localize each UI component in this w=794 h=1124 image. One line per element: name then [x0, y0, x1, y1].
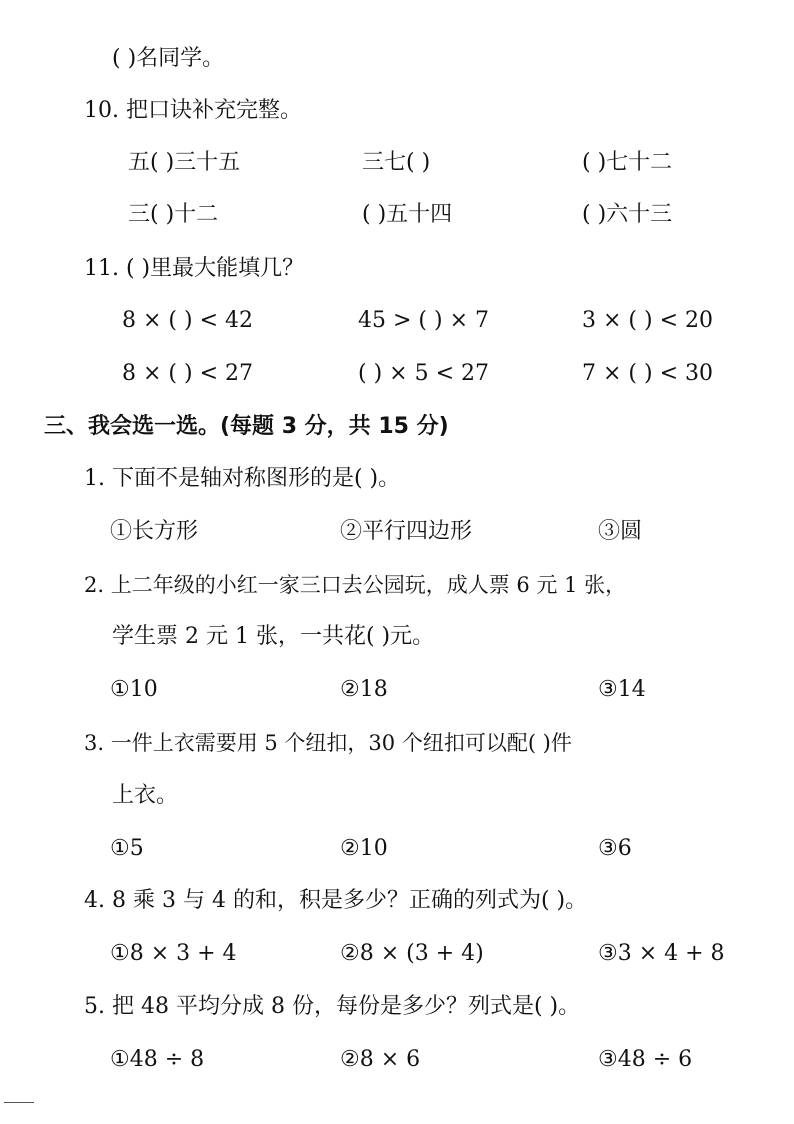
q10-blank-2-1: 三( )十二 — [128, 202, 219, 227]
s3-q2-option-2: ②18 — [340, 677, 388, 702]
s3-q1-option-2: ②平行四边形 — [340, 519, 473, 544]
s3-q1-option-3: ③圆 — [598, 519, 643, 544]
q11-blank-1-2: 45 > ( ) × 7 — [358, 308, 489, 333]
s3-q2-option-3: ③14 — [598, 677, 646, 702]
s3-q5-option-2: ②8 × 6 — [340, 1047, 421, 1072]
q10-blank-1-2: 三七( ) — [362, 150, 431, 175]
s3-q5-option-1: ①48 ÷ 8 — [110, 1047, 205, 1072]
s3-q1-text: 1. 下面不是轴对称图形的是( )。 — [84, 466, 401, 491]
s3-q4-option-2: ②8 × (3 + 4) — [340, 941, 484, 966]
s3-q4-option-3: ③3 × 4 + 8 — [598, 941, 725, 966]
s3-q5-option-3: ③48 ÷ 6 — [598, 1047, 693, 1072]
s3-q4-option-1: ①8 × 3 + 4 — [110, 941, 237, 966]
s3-q5-text: 5. 把 48 平均分成 8 份，每份是多少？列式是( )。 — [84, 994, 581, 1019]
q10-blank-2-2: ( )五十四 — [362, 202, 453, 227]
s3-q2-text-line1: 2. 上二年级的小红一家三口去公园玩，成人票 6 元 1 张， — [84, 573, 627, 597]
q10-blank-1-1: 五( )三十五 — [128, 150, 241, 175]
footer-rule — [4, 1102, 34, 1103]
s3-q4-text: 4. 8 乘 3 与 4 的和，积是多少？正确的列式为( )。 — [84, 888, 588, 913]
q11-blank-2-3: 7 × ( ) < 30 — [582, 361, 713, 386]
q9-tail: ( )名同学。 — [112, 46, 225, 71]
s3-q3-text-line2: 上衣。 — [112, 783, 179, 808]
q11-title: 11. ( )里最大能填几？ — [84, 256, 305, 281]
q11-blank-1-3: 3 × ( ) < 20 — [582, 308, 713, 333]
s3-q3-option-3: ③6 — [598, 836, 632, 861]
q11-blank-2-1: 8 × ( ) < 27 — [122, 361, 253, 386]
section-3-heading: 三、我会选一选。(每题 3 分，共 15 分) — [44, 414, 449, 439]
q10-blank-2-3: ( )六十三 — [582, 202, 673, 227]
q11-blank-1-1: 8 × ( ) < 42 — [122, 308, 253, 333]
s3-q3-text-line1: 3. 一件上衣需要用 5 个纽扣，30 个纽扣可以配( )件 — [84, 731, 572, 755]
s3-q1-option-1: ①长方形 — [110, 519, 199, 544]
s3-q3-option-2: ②10 — [340, 836, 388, 861]
q10-title: 10. 把口诀补充完整。 — [84, 98, 302, 123]
s3-q2-option-1: ①10 — [110, 677, 158, 702]
s3-q3-option-1: ①5 — [110, 836, 144, 861]
q10-blank-1-3: ( )七十二 — [582, 150, 673, 175]
s3-q2-text-line2: 学生票 2 元 1 张，一共花( )元。 — [112, 624, 435, 649]
q11-blank-2-2: ( ) × 5 < 27 — [358, 361, 489, 386]
